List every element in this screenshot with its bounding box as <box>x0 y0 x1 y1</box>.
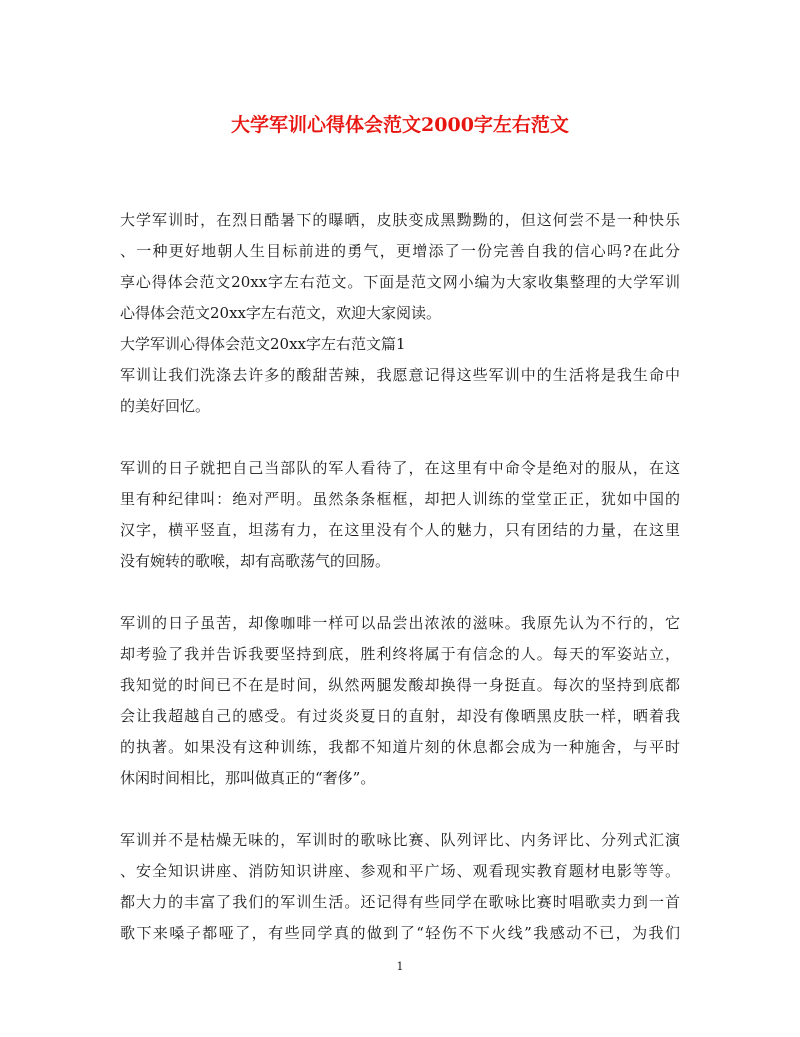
body-line: 我知觉的时间已不在是时间，纵然两腿发酸却换得一身挺直。每次的坚持到底都 <box>120 676 680 694</box>
paragraph-gap <box>120 577 680 608</box>
body-line: 休闲时间相比，那叫做真正的“奢侈”。 <box>120 769 376 787</box>
body-line: 军训并不是枯燥无味的，军训时的歌咏比赛、队列评比、内务评比、分列式汇演 <box>120 831 680 849</box>
body-line: 没有婉转的歌喉，却有高歌荡气的回肠。 <box>120 552 391 570</box>
body-line: 、一种更好地朝人生目标前进的勇气，更增添了一份完善自我的信心吗?在此分 <box>120 242 680 260</box>
body-line: 歌下来嗓子都哑了，有些同学真的做到了“轻伤不下火线”我感动不已，为我们 <box>120 924 680 942</box>
paragraph-gap <box>120 422 680 453</box>
body-line: 里有种纪律叫：绝对严明。虽然条条框框，却把人训练的堂堂正正，犹如中国的 <box>120 490 680 508</box>
body-line: 军训让我们洗涤去许多的酸甜苦辣，我愿意记得这些军训中的生活将是我生命中 <box>120 366 680 384</box>
body-line: 会让我超越自己的感受。有过炎炎夏日的直射，却没有像晒黑皮肤一样，晒着我 <box>120 707 680 725</box>
page-number: 1 <box>396 960 404 973</box>
body-line: 的执著。如果没有这种训练，我都不知道片刻的休息都会成为一种施舍，与平时 <box>120 738 680 756</box>
body-line: 享心得体会范文20xx字左右范文。下面是范文网小编为大家收集整理的大学军训 <box>120 273 680 291</box>
document-title: 大学军训心得体会范文2000字左右范文 <box>231 114 569 136</box>
body-line: 心得体会范文20xx字左右范文，欢迎大家阅读。 <box>120 304 442 322</box>
paragraph-gap <box>120 794 680 825</box>
body-line: 、安全知识讲座、消防知识讲座、参观和平广场、观看现实教育题材电影等等。 <box>120 862 680 880</box>
section-heading: 大学军训心得体会范文20xx字左右范文篇1 <box>120 335 406 353</box>
body-line: 都大力的丰富了我们的军训生活。还记得有些同学在歌咏比赛时唱歌卖力到一首 <box>120 893 680 911</box>
body-line: 却考验了我并告诉我要坚持到底，胜利终将属于有信念的人。每天的军姿站立， <box>120 645 680 663</box>
body-line: 大学军训时，在烈日酷暑下的曝晒，皮肤变成黑黝黝的，但这何尝不是一种快乐 <box>120 211 680 229</box>
document-body <box>120 205 680 949</box>
body-line: 的美好回忆。 <box>120 397 211 415</box>
body-line: 汉字，横平竖直，坦荡有力，在这里没有个人的魅力，只有团结的力量，在这里 <box>120 521 680 539</box>
body-line: 军训的日子就把自己当部队的军人看待了，在这里有中命令是绝对的服从，在这 <box>120 459 680 477</box>
body-line: 军训的日子虽苦，却像咖啡一样可以品尝出浓浓的滋味。我原先认为不行的，它 <box>120 614 680 632</box>
